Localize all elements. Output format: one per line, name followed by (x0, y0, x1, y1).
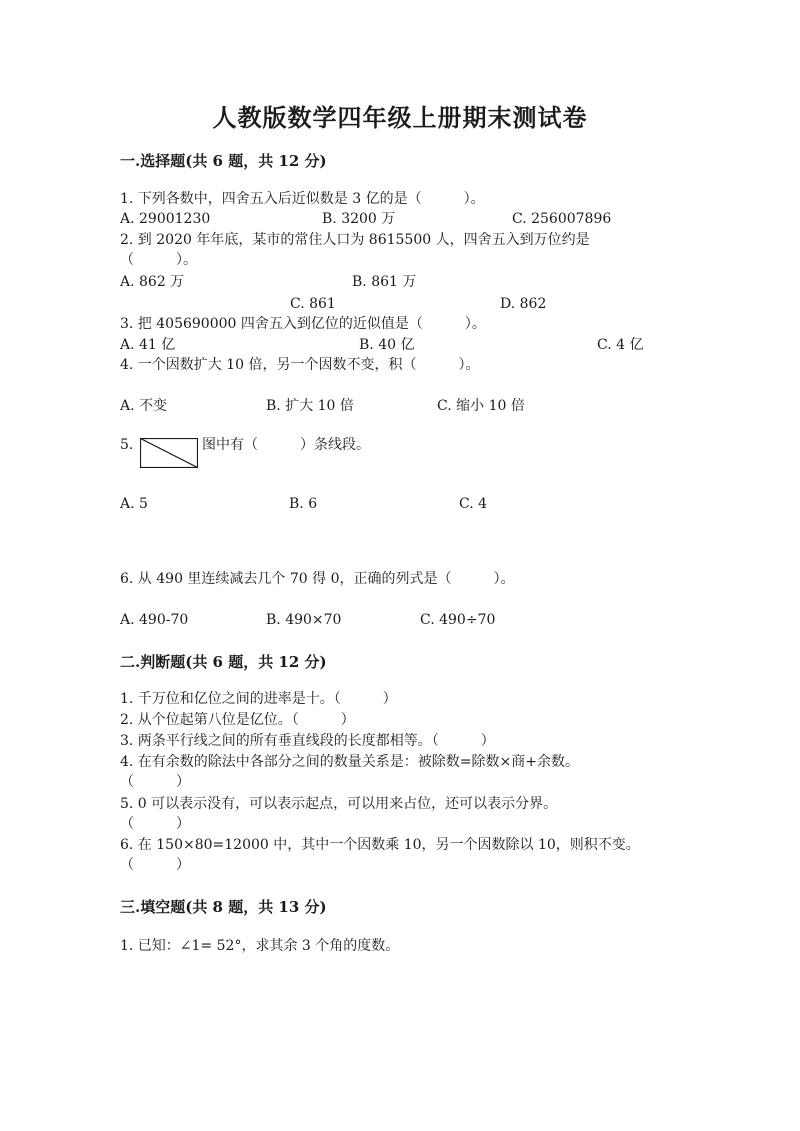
option-a: A. 5 (120, 496, 148, 512)
option-b: B. 861 万 (352, 274, 417, 290)
section-heading-fill-in: 三.填空题(共 8 题，共 13 分) (120, 898, 327, 916)
option-b: B. 6 (289, 496, 318, 512)
question-text: 3. 把 405690000 四舍五入到亿位的近似值是（ ）。 (120, 316, 486, 332)
page-title: 人教版数学四年级上册期末测试卷 (212, 103, 588, 132)
option-c: C. 4 亿 (597, 337, 644, 353)
question-text: 1. 已知：∠1= 52°，求其余 3 个角的度数。 (120, 938, 400, 954)
question-text-continued: （ ） (120, 816, 190, 832)
question-text-continued: （ ） (120, 857, 190, 873)
section-heading-judgment: 二.判断题(共 6 题，共 12 分) (120, 653, 327, 671)
question-text: 5. 0 可以表示没有，可以表示起点，可以用来占位，还可以表示分界。 (120, 796, 558, 812)
question-text: 6. 在 150×80=12000 中，其中一个因数乘 10，另一个因数除以 10，则积不变。 (120, 837, 640, 853)
option-b: B. 40 亿 (359, 337, 415, 353)
option-c: C. 4 (459, 496, 488, 512)
option-a: A. 不变 (120, 398, 168, 414)
question-text: 4. 一个因数扩大 10 倍，另一个因数不变，积（ ）。 (120, 357, 480, 373)
option-b: B. 490×70 (266, 612, 342, 628)
question-text: 2. 从个位起第八位是亿位。（ ） (120, 712, 355, 728)
option-c: C. 861 (290, 296, 336, 312)
question-text: 图中有（ ）条线段。 (202, 437, 370, 453)
question-text: 6. 从 490 里连续减去几个 70 得 0，正确的列式是（ ）。 (120, 571, 515, 587)
diagonal-line (141, 439, 198, 468)
option-a: A. 862 万 (120, 274, 185, 290)
option-c: C. 490÷70 (420, 612, 496, 628)
question-text: 2. 到 2020 年年底，某市的常住人口为 8615500 人，四舍五入到万位约是 (120, 232, 590, 248)
option-a: A. 29001230 (120, 211, 211, 227)
option-a: A. 490-70 (120, 612, 189, 628)
question-text: 4. 在有余数的除法中各部分之间的数量关系是：被除数=除数×商+余数。 (120, 754, 579, 770)
option-b: B. 3200 万 (322, 211, 396, 227)
section-heading-choice: 一.选择题(共 6 题，共 12 分) (120, 152, 327, 170)
question-text: 1. 千万位和亿位之间的进率是十。（ ） (120, 691, 397, 707)
rectangle-diagonal-figure (140, 438, 198, 468)
question-text: 1. 下列各数中，四舍五入后近似数是 3 亿的是（ ）。 (120, 191, 485, 207)
option-c: C. 缩小 10 倍 (437, 398, 525, 414)
option-b: B. 扩大 10 倍 (266, 398, 354, 414)
question-text-continued: （ ） (120, 774, 190, 790)
question-number: 5. (120, 437, 134, 453)
option-d: D. 862 (500, 296, 547, 312)
question-text-continued: （ ）。 (120, 252, 197, 268)
question-text: 3. 两条平行线之间的所有垂直线段的长度都相等。（ ） (120, 733, 495, 749)
option-c: C. 256007896 (512, 211, 612, 227)
option-a: A. 41 亿 (120, 337, 176, 353)
